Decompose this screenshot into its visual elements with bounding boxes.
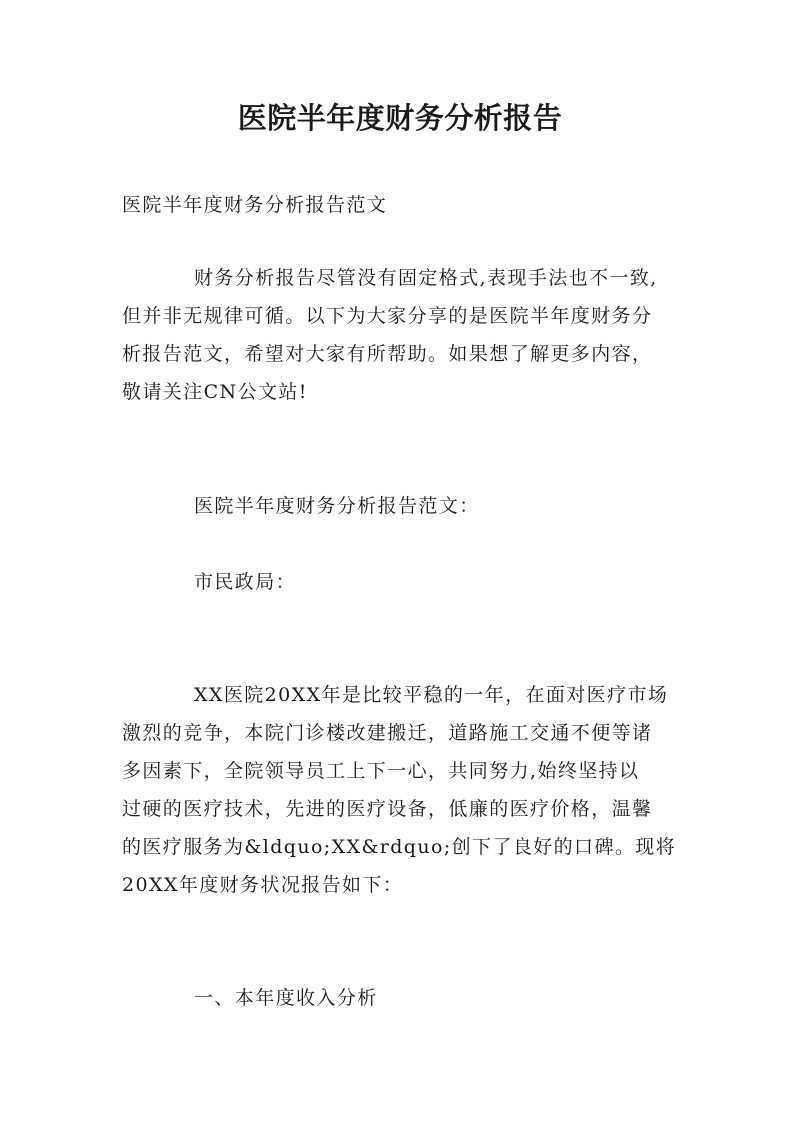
- section-heading: 医院半年度财务分析报告范文：: [194, 495, 480, 517]
- body-line: 20XX年度财务状况报告如下：: [122, 874, 404, 896]
- intro-line: 敬请关注CN公文站!: [122, 381, 308, 403]
- document-title: 医院半年度财务分析报告: [237, 101, 563, 135]
- intro-line: 析报告范文，希望对大家有所帮助。如果想了解更多内容，: [122, 343, 653, 365]
- addressee: 市民政局：: [194, 571, 297, 593]
- intro-paragraph: [122, 259, 686, 411]
- body-paragraph: [122, 676, 686, 904]
- body-line: 过硬的医疗技术，先进的医疗设备，低廉的医疗价格，温馨: [122, 798, 653, 820]
- body-line: XX医院20XX年是比较平稳的一年，在面对医疗市场: [194, 684, 669, 706]
- body-line: 激烈的竞争，本院门诊楼改建搬迁，道路施工交通不便等诸: [122, 722, 653, 744]
- body-line: 多因素下，全院领导员工上下一心，共同努力,始终坚持以: [122, 760, 640, 782]
- intro-line: 但并非无规律可循。以下为大家分享的是医院半年度财务分: [122, 305, 653, 327]
- intro-line: 财务分析报告尽管没有固定格式,表现手法也不一致,: [194, 267, 658, 289]
- section-one-heading: 一、本年度收入分析: [194, 987, 378, 1009]
- body-line: 的医疗服务为&ldquo;XX&rdquo;创下了良好的口碑。现将: [122, 836, 677, 858]
- document-subtitle: 医院半年度财务分析报告范文: [122, 194, 388, 216]
